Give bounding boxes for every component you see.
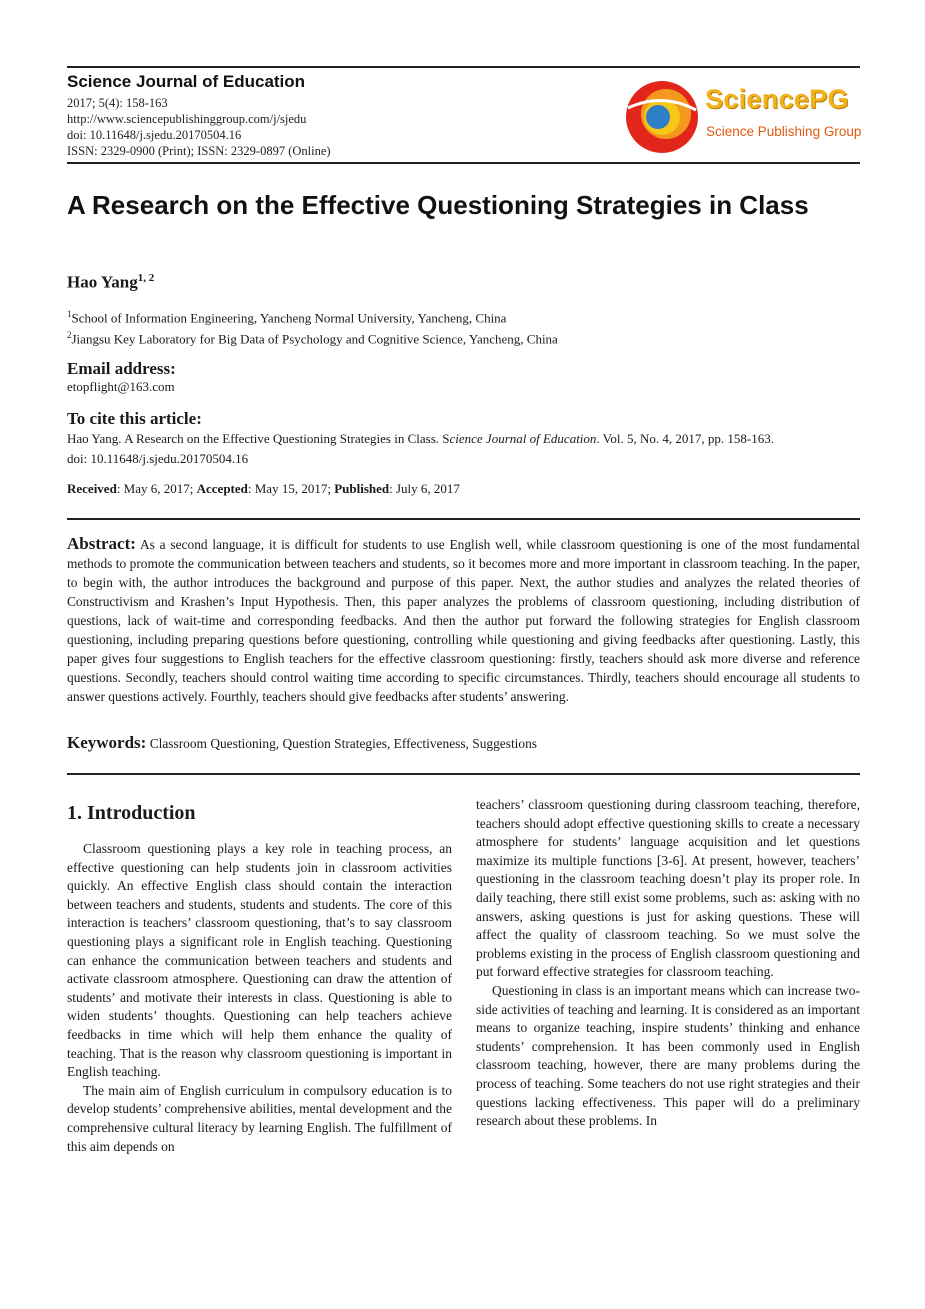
keywords bbox=[67, 733, 537, 753]
affiliation-text: School of Information Engineering, Yancheng Normal University, Yancheng, China bbox=[71, 310, 507, 326]
keywords-text: Classroom Questioning, Question Strategies, Effectiveness, Suggestions bbox=[149, 736, 537, 751]
journal-doi: doi: 10.11648/j.sjedu.20170504.16 bbox=[67, 128, 242, 142]
citation-post: . Vol. 5, No. 4, 2017, pp. 158-163. bbox=[596, 431, 774, 446]
keywords-label: Keywords: bbox=[67, 733, 147, 752]
journal-url[interactable]: http://www.sciencepublishinggroup.com/j/sjedu bbox=[67, 112, 307, 126]
email-address[interactable]: etopflight@163.com bbox=[67, 379, 175, 394]
accepted-label: Accepted bbox=[196, 481, 248, 496]
abstract bbox=[67, 534, 860, 706]
author-name: Hao Yang bbox=[67, 272, 138, 292]
affiliation-sup: 2 bbox=[67, 330, 72, 340]
journal-issn: ISSN: 2329-0900 (Print); ISSN: 2329-0897 (Online) bbox=[67, 144, 331, 158]
accepted-date: : May 15, 2017; bbox=[247, 481, 335, 496]
paragraph: Questioning in class is an important means which can increase two-side activities of teaching and learning. It is considered as an important means to organize teaching, inspire students’ thinking and enhance students’ comprehension. It has been commonly used in English classroom teaching, however, there are many problems during the process of teaching. Some teachers do not use right strategies and their questions lacking effectiveness. This paper will do a preliminary research about these problems. In bbox=[476, 982, 860, 1129]
received-date: : May 6, 2017; bbox=[116, 481, 197, 496]
citation-pre: Hao Yang. A Research on the Effective Questioning Strategies in Class. S bbox=[67, 431, 450, 446]
right-column bbox=[476, 796, 860, 1131]
affiliation-text: Jiangsu Key Laboratory for Big Data of Psychology and Cognitive Science, Yancheng, China bbox=[71, 331, 558, 347]
logo-subtitle: Science Publishing Group bbox=[706, 124, 862, 139]
received-label: Received bbox=[67, 481, 117, 496]
citation-journal: cience Journal of Education bbox=[449, 431, 597, 446]
abstract-top-rule bbox=[67, 518, 860, 520]
affiliation-1 bbox=[67, 309, 506, 326]
paragraph: Classroom questioning plays a key role in teaching process, an effective questioning can help students join in classroom activities quickly. An effective English class should contain the interaction between teachers and students, students and students. The core of this interaction is teachers’ classroom questioning, that’s to say classroom questioning plays a significant role in English teaching. Questioning can enhance the communication between teachers and students and activate classroom atmosphere. Questioning can draw the attention of students’ and motivate their interests in class. Questioning is able to widen students’ thoughts. Questioning can help teachers achieve feedbacks in time which will help them enhance the quality of teaching. That is the reason why classroom questioning is important in English teaching. bbox=[67, 841, 452, 1080]
journal-name: Science Journal of Education bbox=[67, 72, 306, 91]
article-title: A Research on the Effective Questioning Strategies in Class bbox=[67, 190, 809, 220]
affiliation-sup: 1 bbox=[67, 309, 72, 319]
author bbox=[67, 272, 154, 293]
section-heading: 1. Introduction bbox=[67, 802, 196, 824]
left-column bbox=[67, 840, 452, 1156]
cite-label: To cite this article: bbox=[67, 409, 202, 428]
citation-text bbox=[67, 431, 774, 447]
abstract-label: Abstract: bbox=[67, 534, 136, 553]
affiliation-2 bbox=[67, 330, 558, 347]
paragraph: teachers’ classroom questioning during classroom teaching, therefore, teachers should adopt effective questioning skills to create a necessary atmosphere for students’ language acquisition and let questions maximize its multiple functions [3-6]. At present, however, teachers’ questioning in the classroom teaching doesn’t play its proper role. In daily teaching, there still exist some problems, such as: asking with no answers, asking questions is just for asking questions. These will affect the quality of classroom teaching. So we must solve the problems existing in the process of English classroom questioning and put forward effective strategies for classroom teaching. bbox=[476, 797, 860, 980]
logo-title: SciencePG bbox=[705, 84, 849, 114]
abstract-bottom-rule bbox=[67, 773, 860, 775]
abstract-text: As a second language, it is difficult for students to use English well, while classroom questioning is one of the most fundamental methods to promote the communication between teachers and students, so it becomes more and more important in classroom teaching. In the paper, to begin with, the author introduces the background and purpose of this paper. Next, the author studies and analyzes the related theories of Constructivism and Krashen’s Input Hypothesis. Then, this paper analyzes the problems of classroom questioning, including distribution of questions, lack of wait-time and corresponding feedbacks. And then the author put forward the following strategies for English classroom questioning, including preparing questions before questioning, controlling while questioning and giving feedbacks after questioning. Lastly, this paper gives four suggestions to English teachers for the effective classroom questioning: firstly, teachers should ask more diverse and reference questions. Secondly, teachers should control waiting time according to specific circumstances. Thirdly, teachers should encourage all students to answer questions actively. Fourthly, teachers should give feedbacks after students’ answering. bbox=[67, 537, 861, 704]
email-label: Email address: bbox=[67, 359, 176, 378]
header-rule bbox=[67, 162, 860, 164]
top-rule bbox=[67, 66, 860, 68]
article-dates bbox=[67, 481, 460, 497]
published-date: : July 6, 2017 bbox=[389, 481, 460, 496]
paragraph: The main aim of English curriculum in compulsory education is to develop students’ comprehensive abilities, mental development and the comprehensive cultural literacy by learning English. The fulfillment of this aim depends on bbox=[67, 1082, 452, 1154]
journal-issue: 2017; 5(4): 158-163 bbox=[67, 96, 168, 110]
published-label: Published bbox=[334, 481, 390, 496]
author-sup: 1, 2 bbox=[137, 272, 155, 284]
citation-doi: doi: 10.11648/j.sjedu.20170504.16 bbox=[67, 451, 249, 466]
